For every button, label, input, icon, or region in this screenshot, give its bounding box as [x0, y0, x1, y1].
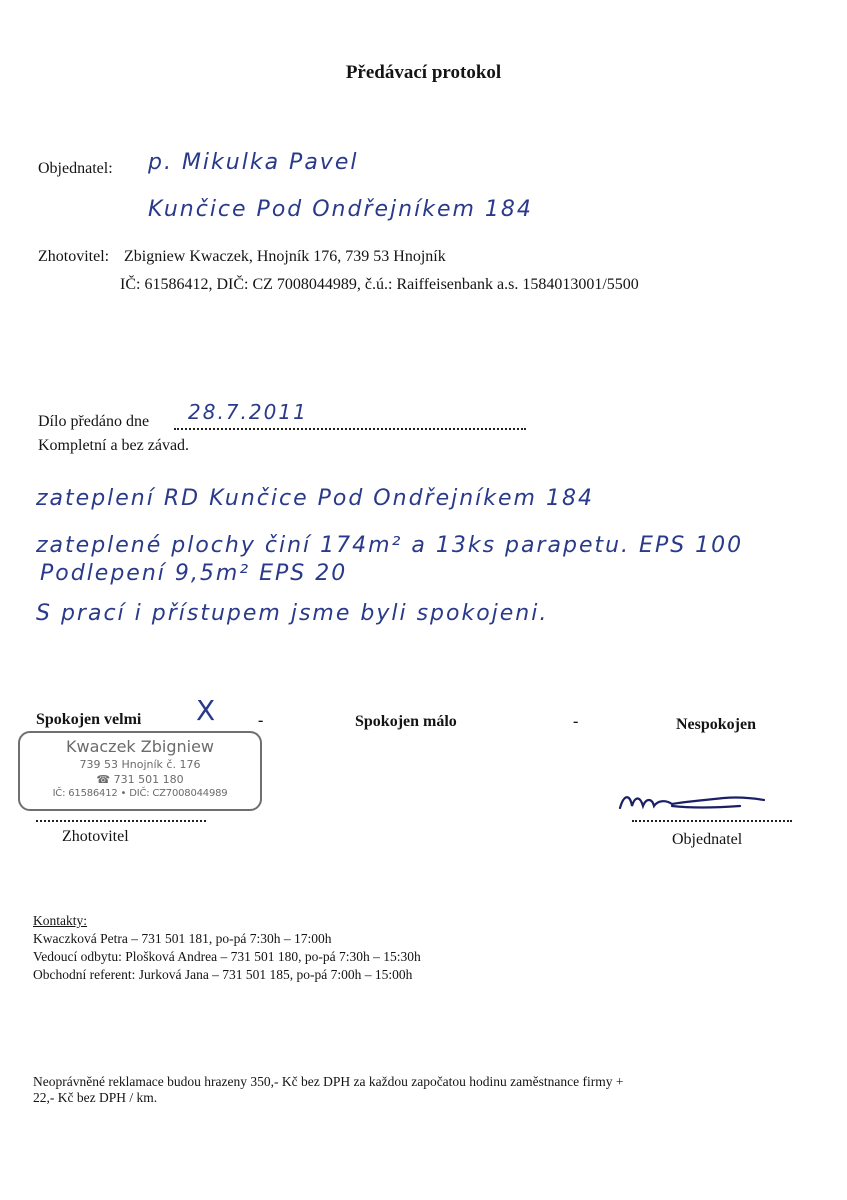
orderer-address-handwritten: Kunčice Pod Ondřejníkem 184: [148, 197, 533, 222]
orderer-label: Objednatel:: [38, 160, 113, 177]
orderer-signature-label: Objednatel: [672, 831, 743, 848]
rating-separator-1: -: [258, 712, 264, 729]
contact-line-1: Kwaczková Petra – 731 501 181, po-pá 7:30h – 17:00h: [33, 931, 332, 946]
contractor-line-1: Zbigniew Kwaczek, Hnojník 176, 739 53 Hnojník: [124, 248, 446, 265]
stamp-ids: IČ: 61586412 • DIČ: CZ7008044989: [52, 788, 228, 799]
contact-line-2: Vedoucí odbytu: Plošková Andrea – 731 501 180, po-pá 7:30h – 15:30h: [33, 949, 421, 964]
note-line-2: zateplené plochy činí 174m² a 13ks parapetu. EPS 100: [36, 533, 744, 558]
orderer-signature-line: [632, 820, 792, 822]
stamp-address: 739 53 Hnojník č. 176: [79, 758, 201, 771]
contractor-signature-line: [36, 820, 206, 822]
handover-date-handwritten: 28.7.2011: [188, 400, 308, 424]
rating-mark: X: [196, 694, 218, 727]
note-line-4: S prací i přístupem jsme byli spokojeni.: [36, 601, 549, 626]
contractor-label: Zhotovitel:: [38, 248, 110, 265]
contact-line-3: Obchodní referent: Jurková Jana – 731 501 185, po-pá 7:00h – 15:00h: [33, 967, 413, 982]
rating-dissatisfied: Nespokojen: [676, 716, 757, 733]
contractor-signature-label: Zhotovitel: [62, 828, 129, 845]
note-line-1: zateplení RD Kunčice Pod Ondřejníkem 184: [36, 486, 594, 511]
contacts-title: Kontakty:: [33, 913, 87, 928]
stamp-phone: ☎ 731 501 180: [96, 773, 184, 786]
footer-line-1: Neoprávněné reklamace budou hrazeny 350,- Kč bez DPH za každou započatou hodinu zaměstnance firmy +: [33, 1074, 624, 1089]
orderer-name-handwritten: p. Mikulka Pavel: [148, 150, 359, 175]
handover-dotted-line: [174, 428, 526, 430]
stamp-name: Kwaczek Zbigniew: [65, 737, 214, 756]
handover-status: Kompletní a bez závad.: [38, 437, 190, 454]
rating-very-satisfied: Spokojen velmi: [36, 711, 142, 728]
rating-separator-2: -: [573, 713, 579, 730]
note-line-3: Podlepení 9,5m² EPS 20: [40, 561, 348, 586]
document-title: Předávací protokol: [345, 62, 502, 83]
handover-label: Dílo předáno dne: [38, 413, 150, 430]
rating-little-satisfied: Spokojen málo: [355, 713, 457, 730]
footer-line-2: 22,- Kč bez DPH / km.: [33, 1090, 158, 1105]
orderer-signature: [612, 786, 782, 818]
contractor-line-2: IČ: 61586412, DIČ: CZ 7008044989, č.ú.: Raiffeisenbank a.s. 1584013001/5500: [120, 276, 639, 293]
company-stamp: [18, 731, 262, 811]
